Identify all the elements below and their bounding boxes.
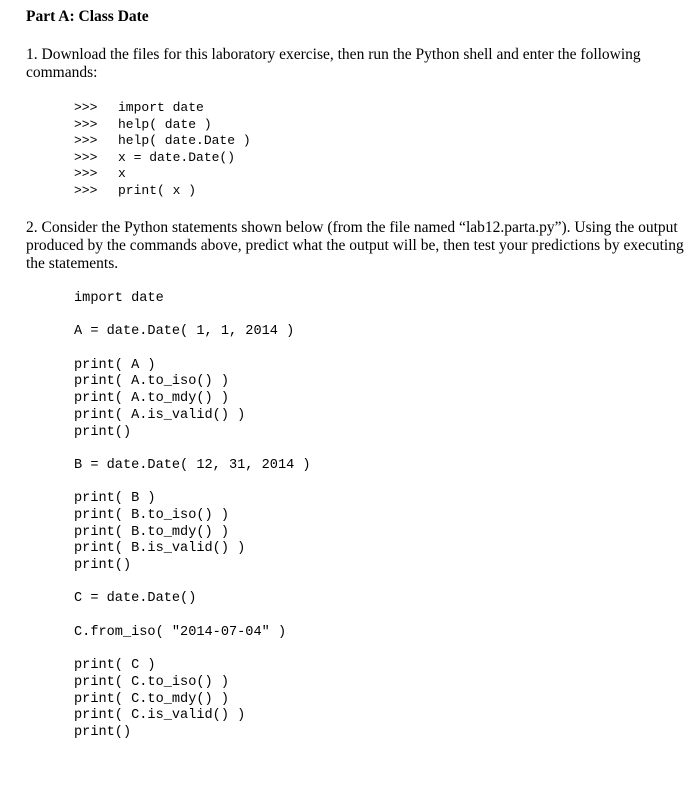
code-line: print() bbox=[74, 424, 132, 440]
code-line bbox=[74, 441, 311, 458]
shell-command-line bbox=[74, 100, 251, 117]
shell-command-line bbox=[74, 166, 251, 183]
code-line: print( A ) bbox=[74, 357, 156, 373]
code-line: print( B.to_mdy() ) bbox=[74, 524, 229, 540]
python-code-listing bbox=[74, 291, 311, 742]
code-line: print( C.to_iso() ) bbox=[74, 674, 229, 690]
code-line: print() bbox=[74, 558, 132, 573]
code-line: print() bbox=[74, 724, 132, 740]
shell-command: help( date ) bbox=[118, 116, 212, 132]
shell-command: x bbox=[118, 166, 126, 182]
shell-prompt: >>> bbox=[74, 149, 98, 165]
code-line: C = date.Date() bbox=[74, 591, 197, 607]
code-line bbox=[74, 641, 311, 658]
shell-prompt: >>> bbox=[74, 133, 98, 149]
code-line bbox=[74, 341, 311, 358]
code-line: import date bbox=[74, 291, 164, 306]
shell-prompt: >>> bbox=[74, 100, 98, 115]
shell-command-line bbox=[74, 117, 251, 134]
shell-command: x = date.Date() bbox=[118, 149, 236, 165]
step-2-instructions: 2. Consider the Python statements shown below (from the file named “lab12.parta.py”). Using the output produced by the commands above, predict what the output will be, then test your predictions by executing the statements. bbox=[26, 219, 684, 272]
shell-prompt: >>> bbox=[74, 166, 98, 182]
python-shell-commands bbox=[74, 100, 251, 200]
code-line: A = date.Date( 1, 1, 2014 ) bbox=[74, 324, 295, 340]
shell-command-line bbox=[74, 150, 251, 167]
code-line: print( B.is_valid() ) bbox=[74, 541, 246, 557]
code-line: print( A.to_iso() ) bbox=[74, 374, 229, 390]
code-line bbox=[74, 475, 311, 492]
shell-command-line bbox=[74, 133, 251, 150]
shell-command: print( x ) bbox=[118, 182, 197, 198]
code-line: print( C.to_mdy() ) bbox=[74, 691, 229, 707]
shell-prompt: >>> bbox=[74, 182, 98, 198]
shell-command: import date bbox=[118, 100, 204, 115]
step-1-instructions: 1. Download the files for this laboratory exercise, then run the Python shell and enter the following commands: bbox=[26, 46, 641, 81]
code-line: C.from_iso( "2014-07-04" ) bbox=[74, 624, 287, 640]
code-line: print( A.to_mdy() ) bbox=[74, 391, 229, 407]
code-line: print( A.is_valid() ) bbox=[74, 407, 246, 423]
code-line: print( C.is_valid() ) bbox=[74, 708, 246, 724]
shell-command: help( date.Date ) bbox=[118, 133, 251, 149]
code-line: print( B ) bbox=[74, 491, 156, 507]
code-line: B = date.Date( 12, 31, 2014 ) bbox=[74, 457, 311, 473]
code-line bbox=[74, 308, 311, 325]
shell-prompt: >>> bbox=[74, 116, 98, 132]
code-line: print( B.to_iso() ) bbox=[74, 507, 229, 523]
shell-command-line bbox=[74, 183, 251, 200]
code-line bbox=[74, 608, 311, 625]
code-line: print( C ) bbox=[74, 658, 156, 674]
code-line bbox=[74, 575, 311, 592]
section-heading: Part A: Class Date bbox=[26, 8, 149, 25]
